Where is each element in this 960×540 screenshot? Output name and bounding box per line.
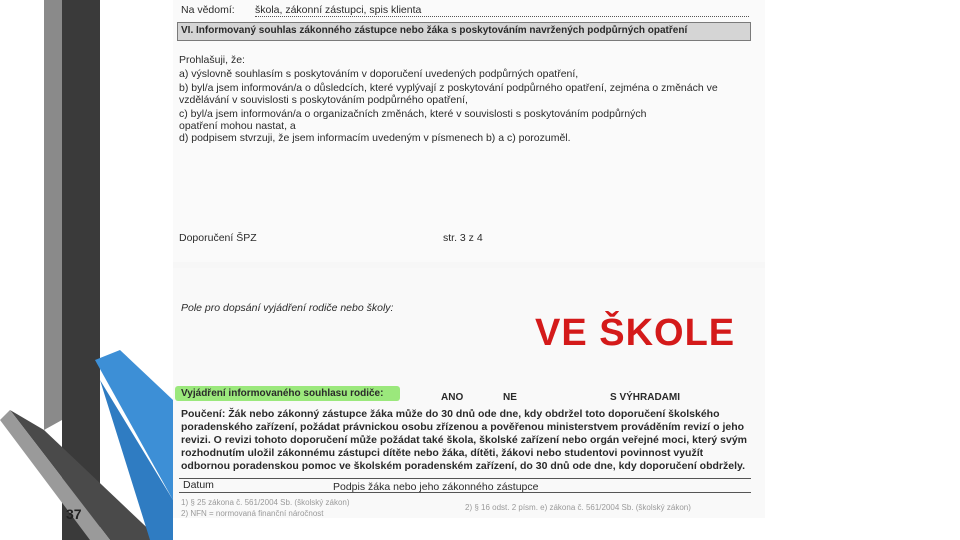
page-footer-title: Doporučení ŠPZ (179, 232, 257, 244)
pouceni-line: poradenského zařízení, požádat právnickou osobu zřízenou a pověřenou ministerstvem prováděním revizí o jeho (181, 421, 745, 433)
option-ano: ANO (441, 392, 464, 403)
scanned-document (173, 0, 765, 518)
document-page-3 (173, 0, 765, 262)
na-vedomi-value: škola, zákonní zástupci, spis klienta (255, 4, 422, 16)
page-footer-number: str. 3 z 4 (443, 232, 483, 244)
datum-label: Datum (183, 479, 214, 491)
pouceni-line: Poučení: Žák nebo zákonný zástupce žáka může do 30 dnů ode dne, kdy obdržel toto doporučení školského (181, 408, 720, 420)
prohlasuji-label: Prohlašuji, že: (179, 54, 245, 66)
statement-line: d) podpisem stvrzuji, že jsem informacím uvedeným v písmenech b) a c) porozuměl. (179, 132, 571, 144)
slide-number: 37 (66, 506, 82, 522)
signature-top-line (179, 478, 751, 479)
ve-skole-stamp: VE ŠKOLE (535, 312, 736, 354)
footnote: 2) NFN = normovaná finanční náročnost (181, 509, 324, 518)
vyjadreni-label: Vyjádření informovaného souhlasu rodiče: (181, 388, 384, 399)
statement-line: vzdělávání v souvislosti s poskytováním podpůrného opatření, (179, 94, 468, 106)
statement-line: b) byl/a jsem informován/a o důsledcích, které vyplývají z poskytování podpůrného opatření, zejména o změnách ve (179, 82, 718, 94)
na-vedomi-label: Na vědomí: (181, 4, 235, 16)
podpis-label: Podpis žáka nebo jeho zákonného zástupce (333, 481, 539, 493)
document-page-4 (173, 268, 765, 518)
pouceni-line: rozhodnutím uložil zákonnému zástupci dítěte nebo žáka, dítěti, žákovi nebo studentovi povinnost využít (181, 447, 704, 459)
statement-line: c) byl/a jsem informován/a o organizačních změnách, které v souvislosti s poskytováním podpůrných (179, 108, 647, 120)
section-title: VI. Informovaný souhlas zákonného zástupce nebo žáka s poskytováním navržených podpůrných opatření (181, 25, 688, 36)
footnote: 2) § 16 odst. 2 písm. e) zákona č. 561/2004 Sb. (školský zákon) (465, 503, 691, 512)
deco-gray-strip (44, 0, 62, 430)
pouceni-line: revizi. O revizi tohoto doporučení může požádat také škola, školské zařízení nebo orgán veřejné moci, který svým (181, 434, 748, 446)
statement-line: a) výslovně souhlasím s poskytováním v doporučení uvedených podpůrných opatření, (179, 68, 579, 80)
footnote: 1) § 25 zákona č. 561/2004 Sb. (školský zákon) (181, 498, 350, 507)
option-s-vyhradami: S VÝHRADAMI (610, 392, 681, 403)
pouceni-line: odbornou poradenskou pomoc ve školském poradenském zařízení, do 30 dnů ode dne, kdy doporučení obdržely. (181, 460, 745, 472)
statement-line: opatření mohou nastat, a (179, 120, 296, 132)
option-ne: NE (503, 392, 517, 403)
pole-label: Pole pro dopsání vyjádření rodiče nebo školy: (181, 302, 394, 314)
dotted-line (255, 16, 749, 17)
